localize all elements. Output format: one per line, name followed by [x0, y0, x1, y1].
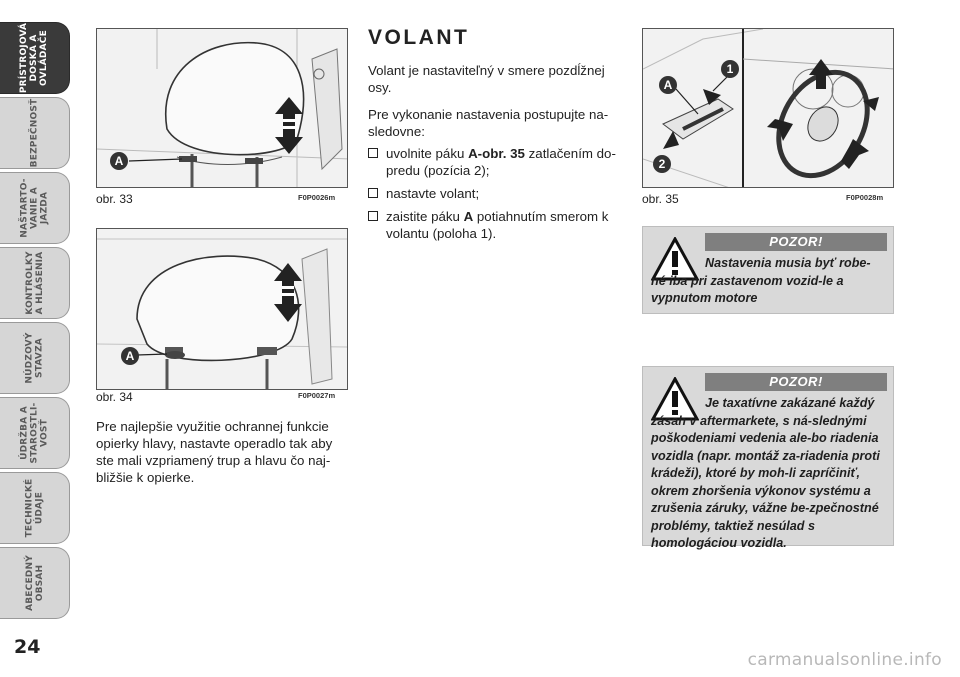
- headrest-illustration: [97, 229, 348, 390]
- figure-35-code: F0P0028m: [846, 193, 884, 202]
- marker-a: A: [659, 76, 677, 94]
- warning-text: Je taxatívne zakázané každý zásah v aftermarkete, s ná-slednými poškodeniami vedenia ale-bo riadenia vozidla (napr. montáž za-riadenia proti krádeži), ktoré by moh-li zapríčiniť, okrem zhoršenia výkonov systému a zrušenia záruky, vážne be-zpečnostné problémy, taktiež nesúlad s homologáciou vozidla.: [651, 396, 880, 550]
- figure-33-headrest: [96, 28, 348, 188]
- tab-udrzba[interactable]: [0, 397, 70, 469]
- steps-list: [368, 145, 624, 248]
- marker-1: 1: [721, 60, 739, 78]
- section-title: VOLANT: [368, 26, 470, 49]
- marker-a: A: [121, 347, 139, 365]
- tab-label: ÚDRŽBA A STAROSTLI- VOSŤ: [19, 402, 50, 464]
- warning-text: Nastavenia musia byť robe-né iba pri zastavenom vozid-le a vypnutom motore: [651, 256, 871, 305]
- tab-nudzovy-stav[interactable]: [0, 322, 70, 394]
- list-item: nastavte volant;: [368, 185, 624, 202]
- marker-2: 2: [653, 155, 671, 173]
- chapter-tabs: [0, 22, 74, 622]
- figure-34-headrest: [96, 228, 348, 390]
- tab-label: BEZPEČNOSŤ: [29, 98, 40, 168]
- tab-pristrojova-doska[interactable]: [0, 22, 70, 94]
- warning-box-2: [642, 366, 894, 550]
- warning-header: POZOR!: [705, 373, 887, 391]
- list-item: zaistite páku A potiahnutím smerom k volantu (poloha 1).: [368, 208, 624, 242]
- headrest-instruction-paragraph: Pre najlepšie využitie ochrannej funkcie opierky hlavy, nastavte operadlo tak aby ste mali vzpriamený trup a hlavu čo naj-bližšie k opierke.: [96, 419, 333, 485]
- figure-33-caption: obr. 33: [96, 192, 133, 206]
- tab-abecedny-obsah[interactable]: [0, 547, 70, 619]
- watermark: carmanualsonline.info: [747, 650, 942, 670]
- figure-35-steering: [642, 28, 894, 188]
- intro-paragraph-1: Volant je nastaviteľný v smere pozdĺžnej osy.: [368, 63, 605, 95]
- tab-label: ABECEDNÝ OBSAH: [24, 555, 45, 611]
- tab-label: NÚDZOVÝ STAVZA: [24, 332, 45, 384]
- warning-header: POZOR!: [705, 233, 887, 251]
- marker-a: A: [110, 152, 128, 170]
- tab-technicke-udaje[interactable]: [0, 472, 70, 544]
- checkbox-bullet-icon: [368, 148, 378, 158]
- figure-34-caption: obr. 34: [96, 390, 133, 404]
- tab-label: TECHNICKÉ ÚDAJE: [24, 478, 45, 538]
- figure-33-code: F0P0026m: [298, 193, 336, 202]
- figure-34-code: F0P0027m: [298, 391, 336, 400]
- tab-label: NAŠTARTO- VANIE A JAZDA: [19, 178, 50, 238]
- tab-label: KONTROLKY A HLÁSENIA: [24, 251, 45, 315]
- tab-kontrolky[interactable]: [0, 247, 70, 319]
- tab-bezpecnost[interactable]: [0, 97, 70, 169]
- tab-label: PRÍSTROJOVÁ DOSKA A OVLÁDAČE: [19, 22, 50, 94]
- checkbox-bullet-icon: [368, 211, 378, 221]
- intro-paragraph-2: Pre vykonanie nastavenia postupujte na-sledovne:: [368, 107, 609, 139]
- page-number: 24: [14, 636, 41, 658]
- headrest-illustration: [97, 29, 348, 188]
- tab-nastartovanie[interactable]: [0, 172, 70, 244]
- figure-35-caption: obr. 35: [642, 192, 679, 206]
- steering-wheel-illustration: [643, 29, 894, 188]
- list-item: uvolnite páku A-obr. 35 zatlačením do-predu (pozícia 2);: [368, 145, 624, 179]
- checkbox-bullet-icon: [368, 188, 378, 198]
- warning-box-1: [642, 226, 894, 314]
